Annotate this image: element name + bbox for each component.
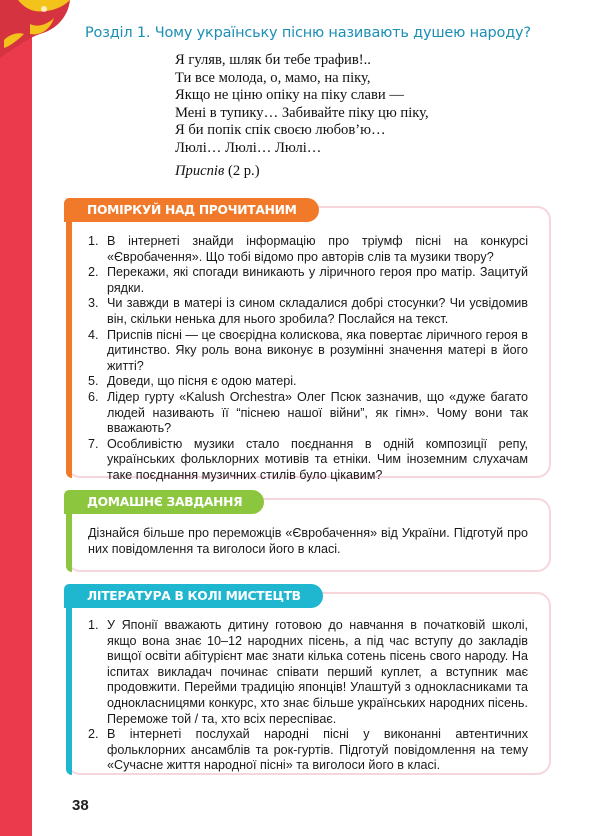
poem-line: Люлі… Люлі… Люлі…: [175, 139, 322, 156]
item-number: 2.: [88, 727, 99, 742]
list-item: [88, 618, 528, 727]
item-number: 1.: [88, 618, 99, 632]
poem-text: [175, 52, 575, 158]
poem-line: Я гуляв, шляк би тебе трафив!..: [175, 52, 371, 68]
arts-title: ЛІТЕРАТУРА В КОЛІ МИСТЕЦТВ: [64, 584, 323, 608]
item-text: В інтернеті послухай народні пісні у виконанні автентичних фольклорних ансамблів та рок-гуртів. Підготуй повідомлення на тему «Сучасне життя народної пісні» та виголоси його в класі.: [107, 727, 528, 773]
list-item: [88, 265, 528, 296]
list-item: [88, 296, 528, 327]
reflect-accent: [66, 206, 72, 478]
section-header: Розділ 1. Чому українську пісню називають душею народу?: [85, 25, 531, 41]
item-number: 6.: [88, 389, 99, 404]
page-number: 38: [72, 797, 89, 814]
item-text: Приспів пісні — це своєрідна колискова, яка повертає ліричного героя в дитинство. Яку роль вона виконує в розумінні значення матері в його житті?: [107, 327, 528, 373]
poem-line: Мені в тупику… Забивайте піку цю піку,: [175, 104, 429, 121]
arts-tasks: [88, 618, 528, 774]
item-text: Доведи, що пісня є одою матері.: [107, 374, 297, 389]
item-text: В інтернеті знайди інформацію про тріумф пісні на конкурсі «Євробачення». Що тобі відомо про авторів слів та музики твору?: [107, 234, 528, 264]
reflect-title: ПОМІРКУЙ НАД ПРОЧИТАНИМ: [64, 198, 319, 222]
item-text: Чи завжди в матері із сином складалися добрі стосунки? Чи усвідомив він, скільки ненька для нього зробила? Послайся на текст.: [107, 296, 528, 326]
list-item: [88, 390, 528, 437]
list-item: [88, 328, 528, 375]
list-item: [88, 374, 528, 390]
item-number: 5.: [88, 374, 99, 389]
list-item: [88, 727, 528, 774]
reflect-questions: [88, 234, 528, 484]
item-number: 7.: [88, 436, 99, 451]
chorus-repeat: (2 р.): [227, 163, 260, 179]
item-number: 1.: [88, 234, 99, 248]
item-number: 4.: [88, 327, 99, 342]
homework-title: ДОМАШНЄ ЗАВДАННЯ: [64, 490, 264, 514]
item-number: 2.: [88, 265, 99, 280]
item-text: У Японії вважають дитину готовою до навчання в початковій школі, якщо вона знає 10–12 народних пісень, а під час вступу до закладів вищої освіти абітурієнт має знати кілька сотень пісень свого народу. На іспитах викладач починає співати перший куплет, а вступник має продовжити. Перейми традицію японців! Улаштуй з однокласниками та однокласницями конкурс, хто знає більше українських народних пісень. Переможе той / та, хто всіх переспіває.: [107, 618, 528, 726]
list-item: [88, 437, 528, 484]
item-text: Особливістю музики стало поєднання в одній композиції репу, українських фольклорних мотивів та етніки. Чим іноземним слухачам таке поєднання музичних стилів було цікавим?: [107, 436, 528, 482]
item-text: Перекажи, які спогади виникають у ліричного героя про матір. Зацитуй рядки.: [107, 265, 528, 295]
chorus-note: [175, 163, 260, 180]
page-side-bar: [0, 0, 32, 836]
item-text: Лідер гурту «Kalush Orchestra» Олег Псюк зазначив, що «дуже багато людей називають її “піснею нашої війни”, як гімн». Чому вони так вважають?: [107, 389, 528, 436]
list-item: [88, 234, 528, 265]
decorative-flower-icon: [0, 0, 90, 58]
chorus-label: Приспів: [175, 163, 225, 179]
homework-text: Дізнайся більше про переможців «Євробачення» від України. Підготуй про них повідомлення та виголоси його в класі.: [88, 526, 528, 556]
item-number: 3.: [88, 296, 99, 311]
poem-line: Ти все молода, о, мамо, на піку,: [175, 69, 371, 86]
arts-accent: [66, 592, 72, 775]
poem-line: Якщо не ціню опіку на піку слави —: [175, 87, 404, 104]
poem-line: Я би попік спік своєю любов’ю…: [175, 122, 386, 139]
